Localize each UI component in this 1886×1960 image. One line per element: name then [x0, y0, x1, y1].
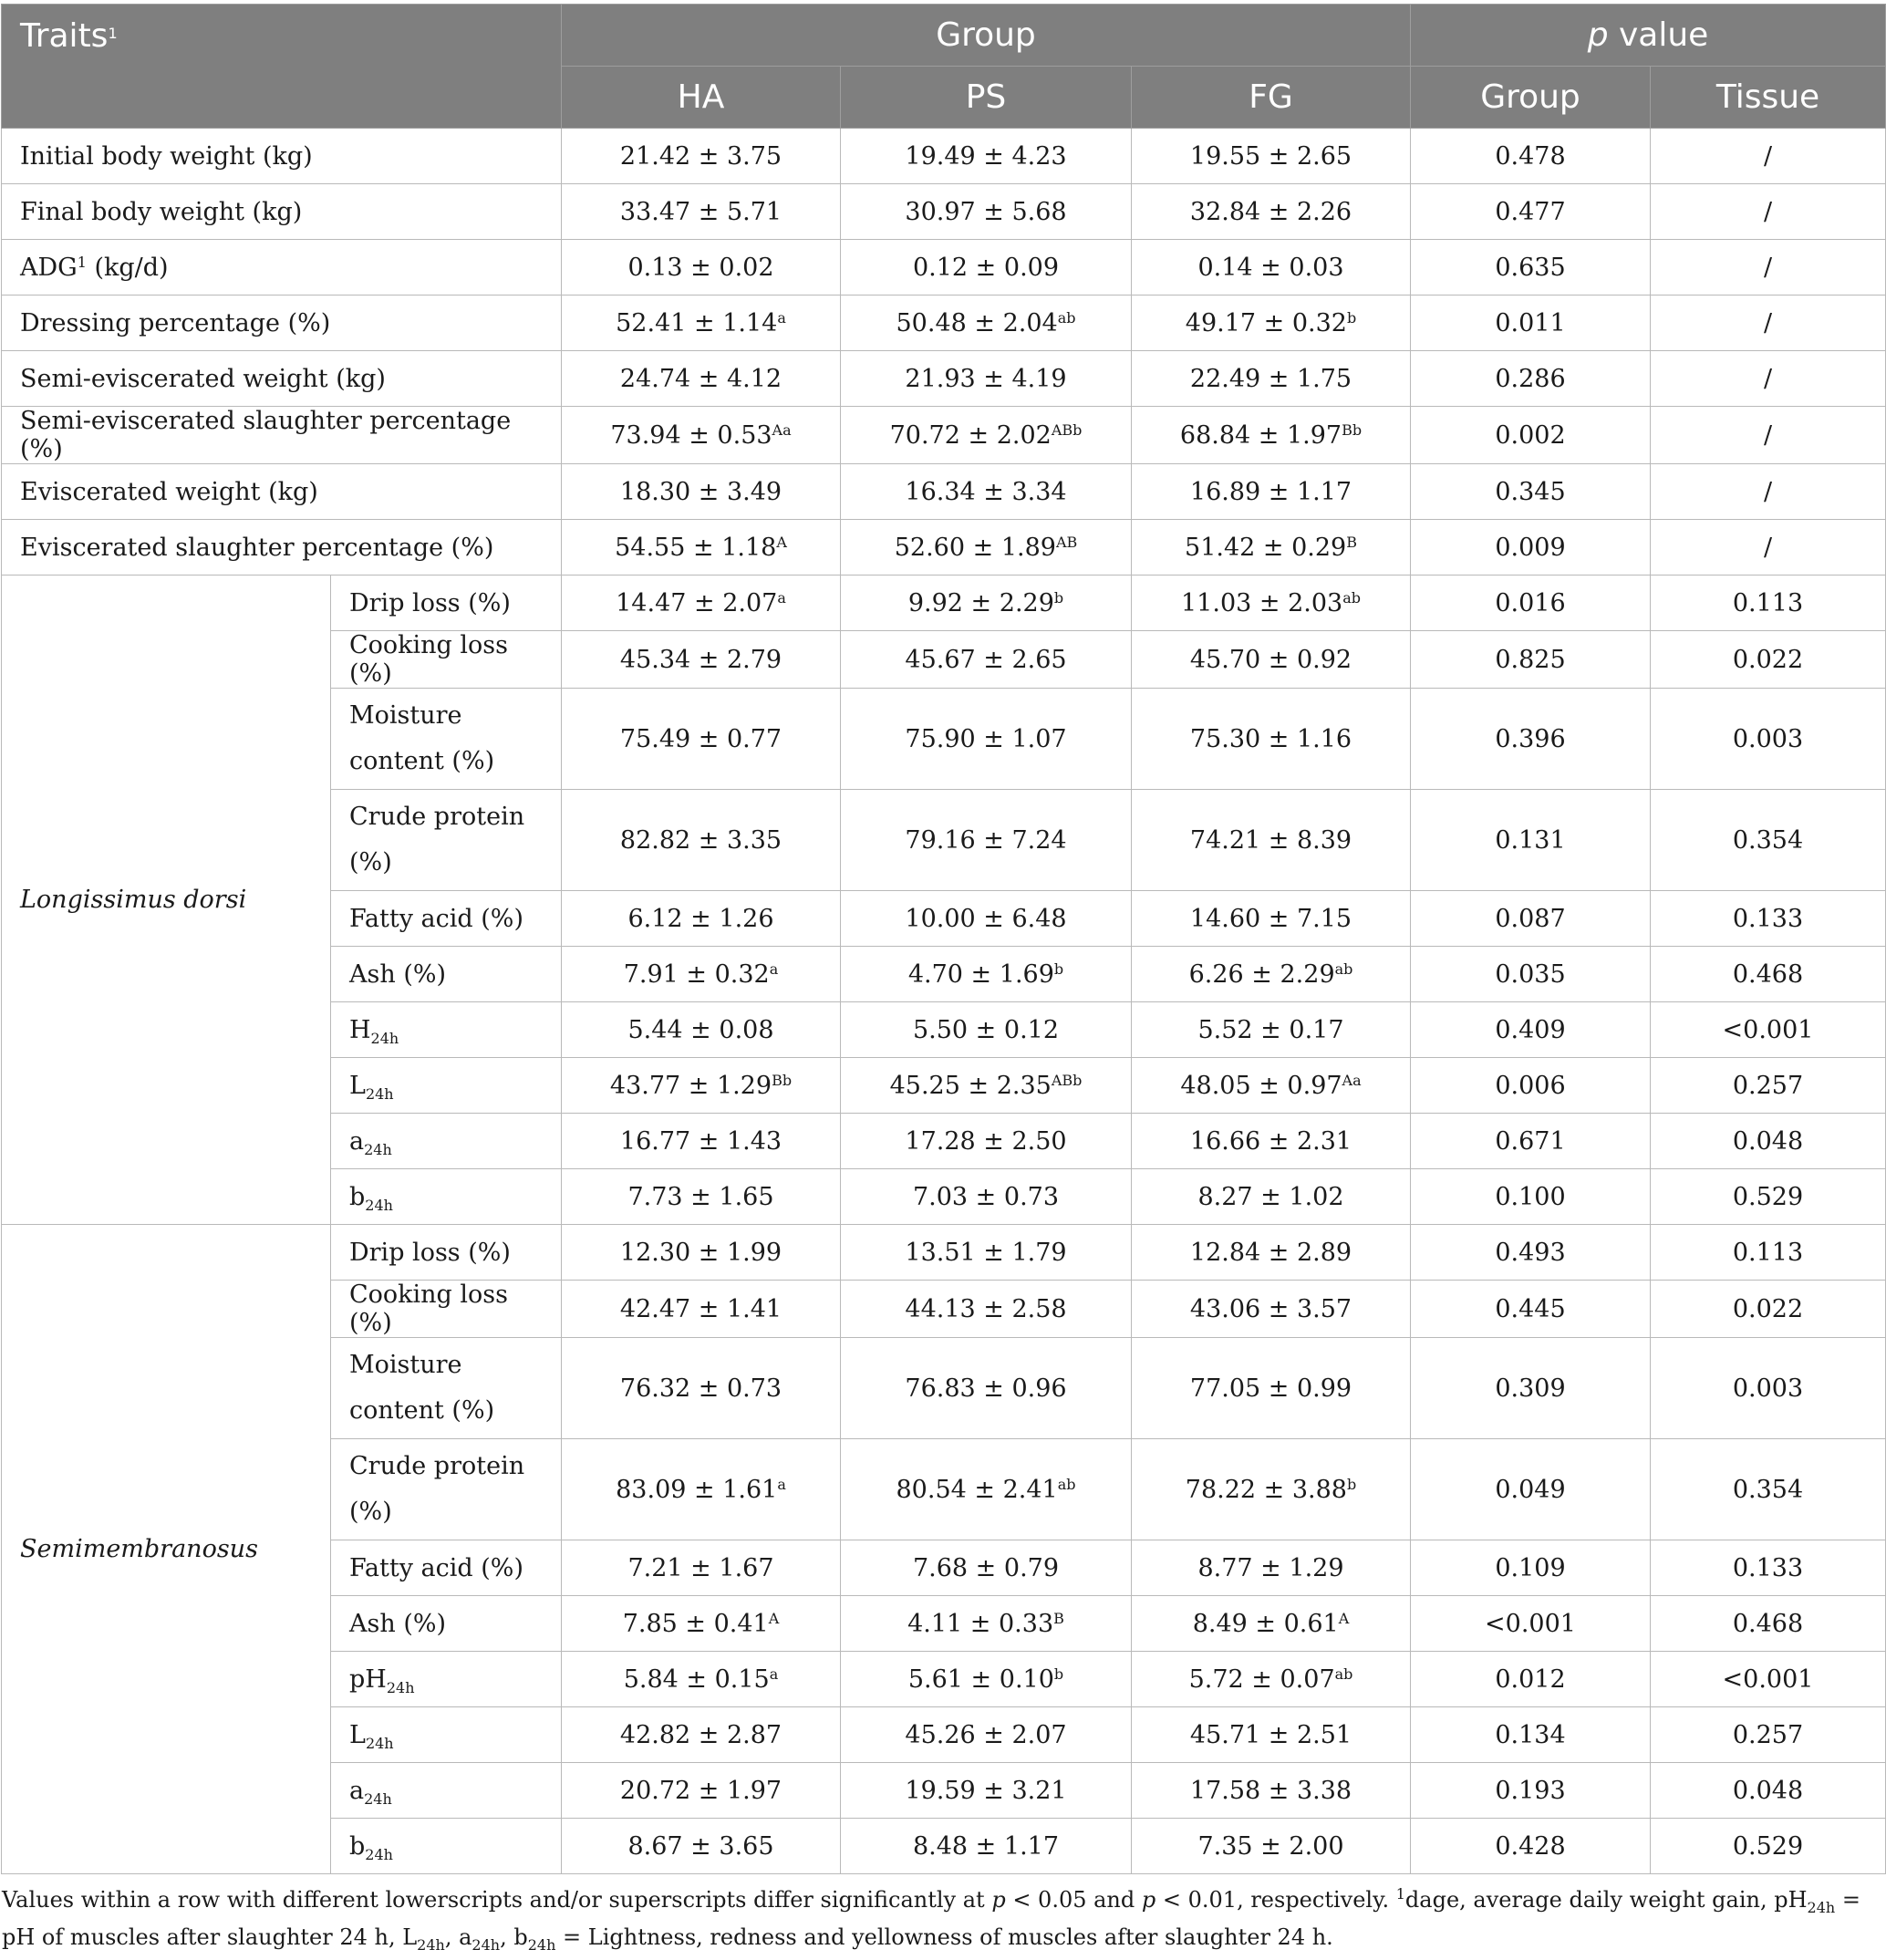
cell-p-tissue: / [1651, 184, 1886, 240]
cell-p-group: 0.002 [1411, 407, 1651, 464]
cell-p-tissue: / [1651, 296, 1886, 351]
cell-p-tissue: 0.048 [1651, 1114, 1886, 1169]
cell-fg: $51.42 \pm 0.29^B$ [1132, 520, 1411, 576]
cell-ps: 8.48 ± 1.17 [841, 1819, 1132, 1874]
cell-p-tissue: 0.529 [1651, 1819, 1886, 1874]
cell-ha: 12.30 ± 1.99 [562, 1225, 841, 1281]
trait-label: $a_{24h}$ [331, 1114, 562, 1169]
cell-fg: 74.21 ± 8.39 [1132, 790, 1411, 891]
cell-ps: 5.61 ± 0.10$^b$ [841, 1652, 1132, 1707]
trait-label: Ash (%) [331, 947, 562, 1002]
cell-ps: 75.90 ± 1.07 [841, 689, 1132, 790]
cell-p-group: 0.016 [1411, 576, 1651, 631]
trait-label: Eviscerated weight (kg) [2, 464, 562, 520]
cell-p-tissue: / [1651, 464, 1886, 520]
cell-fg: 78.22 ± 3.88$^b$ [1132, 1439, 1411, 1540]
table-row [2, 351, 1886, 407]
cell-p-group: 0.134 [1411, 1707, 1651, 1763]
cell-ha: $7.85 \pm 0.41^A$ [562, 1596, 841, 1652]
cell-ha: $73.94 \pm 0.53^{Aa}$ [562, 407, 841, 464]
section-label-semimembranosus: Semimembranosus [2, 1225, 331, 1874]
cell-ha: 7.91 ± 0.32$^a$ [562, 947, 841, 1002]
cell-ha: 18.30 ± 3.49 [562, 464, 841, 520]
cell-ha: 0.13 ± 0.02 [562, 240, 841, 296]
cell-fg: 14.60 ± 7.15 [1132, 891, 1411, 947]
trait-label: Moisture content (%) [331, 689, 562, 790]
cell-p-group: 0.445 [1411, 1281, 1651, 1338]
table-row [2, 576, 1886, 631]
cell-ha: 42.82 ± 2.87 [562, 1707, 841, 1763]
trait-label: Initial body weight (kg) [2, 129, 562, 184]
cell-ps: 7.03 ± 0.73 [841, 1169, 1132, 1225]
cell-ps: 16.34 ± 3.34 [841, 464, 1132, 520]
trait-label: $L_{24h}$ [331, 1058, 562, 1114]
cell-p-tissue: 0.133 [1651, 891, 1886, 947]
cell-fg: 0.14 ± 0.03 [1132, 240, 1411, 296]
trait-label: $L_{24h}$ [331, 1707, 562, 1763]
cell-fg: 5.52 ± 0.17 [1132, 1002, 1411, 1058]
cell-ps: 13.51 ± 1.79 [841, 1225, 1132, 1281]
cell-ps: 0.12 ± 0.09 [841, 240, 1132, 296]
cell-p-group: 0.671 [1411, 1114, 1651, 1169]
cell-fg: 8.77 ± 1.29 [1132, 1540, 1411, 1596]
trait-label: $H_{24h}$ [331, 1002, 562, 1058]
cell-ps: 4.70 ± 1.69$^b$ [841, 947, 1132, 1002]
cell-fg: 19.55 ± 2.65 [1132, 129, 1411, 184]
cell-fg: 32.84 ± 2.26 [1132, 184, 1411, 240]
cell-fg: 8.27 ± 1.02 [1132, 1169, 1411, 1225]
cell-fg: 11.03 ± 2.03$^{ab}$ [1132, 576, 1411, 631]
cell-ps: 79.16 ± 7.24 [841, 790, 1132, 891]
results-table [1, 4, 1886, 1874]
cell-ha: 83.09 ± 1.61$^a$ [562, 1439, 841, 1540]
cell-ps: 19.59 ± 3.21 [841, 1763, 1132, 1819]
cell-ha: $43.77 \pm 1.29^{Bb}$ [562, 1058, 841, 1114]
cell-ps: 44.13 ± 2.58 [841, 1281, 1132, 1338]
cell-ps: $4.11 \pm 0.33^B$ [841, 1596, 1132, 1652]
cell-p-tissue: 0.113 [1651, 576, 1886, 631]
cell-p-group: 0.309 [1411, 1338, 1651, 1439]
cell-ha: 42.47 ± 1.41 [562, 1281, 841, 1338]
cell-ps: 10.00 ± 6.48 [841, 891, 1132, 947]
trait-label: $b_{24h}$ [331, 1169, 562, 1225]
cell-ps: 45.26 ± 2.07 [841, 1707, 1132, 1763]
cell-ps: 17.28 ± 2.50 [841, 1114, 1132, 1169]
table-row [2, 1225, 1886, 1281]
cell-p-group: 0.428 [1411, 1819, 1651, 1874]
header-traits: Traits$^1$ [2, 5, 562, 129]
cell-fg: 45.70 ± 0.92 [1132, 631, 1411, 689]
cell-ps: 80.54 ± 2.41$^{ab}$ [841, 1439, 1132, 1540]
cell-p-group: 0.478 [1411, 129, 1651, 184]
trait-label: Ash (%) [331, 1596, 562, 1652]
trait-label: Crude protein (%) [331, 1439, 562, 1540]
cell-fg: 45.71 ± 2.51 [1132, 1707, 1411, 1763]
table-footnote: Values within a row with different lowerscripts and/or superscripts differ significantly at p < 0.05 and p < 0.01, respectively. $^1$dage, average daily weight gain, $pH_{24h}$ = pH of muscles after slaughter 24 h, $L_{24h}$, $a_{24h}$, $b_{24h}$ = Lightness, redness and yellowness of muscles after slaughter 24 h. [2, 1885, 1860, 1954]
cell-p-group: 0.396 [1411, 689, 1651, 790]
section-label-longissimus: Longissimus dorsi [2, 576, 331, 1225]
cell-p-group: 0.049 [1411, 1439, 1651, 1540]
table-header [2, 5, 1886, 129]
trait-label: Semi-eviscerated slaughter percentage (%) [2, 407, 562, 464]
cell-fg: 75.30 ± 1.16 [1132, 689, 1411, 790]
cell-p-group: 0.109 [1411, 1540, 1651, 1596]
cell-fg: 22.49 ± 1.75 [1132, 351, 1411, 407]
table-row [2, 184, 1886, 240]
header-p-group: Group [1411, 67, 1651, 129]
cell-ha: 16.77 ± 1.43 [562, 1114, 841, 1169]
cell-p-tissue: 0.003 [1651, 689, 1886, 790]
cell-p-group: 0.012 [1411, 1652, 1651, 1707]
trait-label: Cooking loss (%) [331, 631, 562, 689]
cell-ps: 19.49 ± 4.23 [841, 129, 1132, 184]
cell-ps: 21.93 ± 4.19 [841, 351, 1132, 407]
cell-p-group: 0.006 [1411, 1058, 1651, 1114]
cell-p-group: 0.477 [1411, 184, 1651, 240]
cell-p-tissue: 0.048 [1651, 1763, 1886, 1819]
table-row [2, 464, 1886, 520]
cell-p-group: 0.345 [1411, 464, 1651, 520]
cell-ha: 33.47 ± 5.71 [562, 184, 841, 240]
cell-ps: 76.83 ± 0.96 [841, 1338, 1132, 1439]
cell-p-tissue: 0.257 [1651, 1058, 1886, 1114]
cell-p-group: 0.131 [1411, 790, 1651, 891]
cell-p-tissue: 0.113 [1651, 1225, 1886, 1281]
cell-fg: 43.06 ± 3.57 [1132, 1281, 1411, 1338]
cell-p-tissue: 0.257 [1651, 1707, 1886, 1763]
cell-ps: $52.60 \pm 1.89^{AB}$ [841, 520, 1132, 576]
trait-label: Cooking loss (%) [331, 1281, 562, 1338]
trait-label: $b_{24h}$ [331, 1819, 562, 1874]
cell-p-tissue: / [1651, 520, 1886, 576]
cell-fg: 17.58 ± 3.38 [1132, 1763, 1411, 1819]
cell-ps: 30.97 ± 5.68 [841, 184, 1132, 240]
cell-p-group: 0.635 [1411, 240, 1651, 296]
header-ha: HA [562, 67, 841, 129]
cell-p-tissue: 0.022 [1651, 1281, 1886, 1338]
trait-label: Crude protein (%) [331, 790, 562, 891]
cell-p-group: 0.087 [1411, 891, 1651, 947]
cell-ha: 52.41 ± 1.14$^a$ [562, 296, 841, 351]
cell-ha: 8.67 ± 3.65 [562, 1819, 841, 1874]
cell-ha: $54.55 \pm 1.18^A$ [562, 520, 841, 576]
cell-p-tissue: / [1651, 240, 1886, 296]
cell-p-group: <0.001 [1411, 1596, 1651, 1652]
cell-fg: 7.35 ± 2.00 [1132, 1819, 1411, 1874]
cell-p-group: 0.286 [1411, 351, 1651, 407]
table-row [2, 240, 1886, 296]
cell-ha: 76.32 ± 0.73 [562, 1338, 841, 1439]
cell-ha: 82.82 ± 3.35 [562, 790, 841, 891]
table-row [2, 407, 1886, 464]
header-group: Group [562, 5, 1411, 67]
table-row [2, 129, 1886, 184]
cell-p-tissue: 0.003 [1651, 1338, 1886, 1439]
cell-ps: $45.25 \pm 2.35^{ABb}$ [841, 1058, 1132, 1114]
cell-ps: 9.92 ± 2.29$^b$ [841, 576, 1132, 631]
cell-p-tissue: / [1651, 129, 1886, 184]
cell-ha: 20.72 ± 1.97 [562, 1763, 841, 1819]
cell-fg: 12.84 ± 2.89 [1132, 1225, 1411, 1281]
cell-p-tissue: 0.133 [1651, 1540, 1886, 1596]
cell-p-tissue: / [1651, 407, 1886, 464]
cell-p-tissue: / [1651, 351, 1886, 407]
cell-ps: 5.50 ± 0.12 [841, 1002, 1132, 1058]
cell-p-tissue: 0.529 [1651, 1169, 1886, 1225]
trait-label: Drip loss (%) [331, 1225, 562, 1281]
cell-ha: 5.44 ± 0.08 [562, 1002, 841, 1058]
cell-p-tissue: 0.468 [1651, 1596, 1886, 1652]
cell-fg: 77.05 ± 0.99 [1132, 1338, 1411, 1439]
cell-fg: $68.84 \pm 1.97^{Bb}$ [1132, 407, 1411, 464]
cell-p-tissue: <0.001 [1651, 1002, 1886, 1058]
trait-label: Eviscerated slaughter percentage (%) [2, 520, 562, 576]
cell-fg: 16.89 ± 1.17 [1132, 464, 1411, 520]
cell-fg: $48.05 \pm 0.97^{Aa}$ [1132, 1058, 1411, 1114]
cell-fg: $8.49 \pm 0.61^A$ [1132, 1596, 1411, 1652]
table-body [2, 129, 1886, 1874]
header-fg: FG [1132, 67, 1411, 129]
cell-ha: 21.42 ± 3.75 [562, 129, 841, 184]
cell-ps: 7.68 ± 0.79 [841, 1540, 1132, 1596]
header-p-tissue: Tissue [1651, 67, 1886, 129]
cell-ha: 45.34 ± 2.79 [562, 631, 841, 689]
trait-label: Final body weight (kg) [2, 184, 562, 240]
trait-label: Dressing percentage (%) [2, 296, 562, 351]
cell-ha: 6.12 ± 1.26 [562, 891, 841, 947]
cell-fg: 49.17 ± 0.32$^b$ [1132, 296, 1411, 351]
cell-ps: 50.48 ± 2.04$^{ab}$ [841, 296, 1132, 351]
cell-p-tissue: 0.022 [1651, 631, 1886, 689]
cell-ha: 24.74 ± 4.12 [562, 351, 841, 407]
trait-label: Semi-eviscerated weight (kg) [2, 351, 562, 407]
trait-label: Fatty acid (%) [331, 891, 562, 947]
trait-label: $a_{24h}$ [331, 1763, 562, 1819]
table-row [2, 520, 1886, 576]
cell-ps: 45.67 ± 2.65 [841, 631, 1132, 689]
trait-label: Moisture content (%) [331, 1338, 562, 1439]
cell-p-group: 0.193 [1411, 1763, 1651, 1819]
cell-ha: 7.73 ± 1.65 [562, 1169, 841, 1225]
trait-label: $pH_{24h}$ [331, 1652, 562, 1707]
cell-p-tissue: 0.354 [1651, 790, 1886, 891]
cell-p-tissue: <0.001 [1651, 1652, 1886, 1707]
trait-label: Drip loss (%) [331, 576, 562, 631]
trait-label: ADG$^1$ (kg/d) [2, 240, 562, 296]
cell-p-group: 0.825 [1411, 631, 1651, 689]
cell-p-tissue: 0.468 [1651, 947, 1886, 1002]
cell-p-group: 0.493 [1411, 1225, 1651, 1281]
cell-ps: $70.72 \pm 2.02^{ABb}$ [841, 407, 1132, 464]
cell-ha: 5.84 ± 0.15$^a$ [562, 1652, 841, 1707]
header-p-value: p value [1411, 5, 1886, 67]
cell-fg: 6.26 ± 2.29$^{ab}$ [1132, 947, 1411, 1002]
cell-p-group: 0.100 [1411, 1169, 1651, 1225]
cell-p-group: 0.009 [1411, 520, 1651, 576]
cell-p-tissue: 0.354 [1651, 1439, 1886, 1540]
cell-fg: 16.66 ± 2.31 [1132, 1114, 1411, 1169]
cell-p-group: 0.409 [1411, 1002, 1651, 1058]
header-ps: PS [841, 67, 1132, 129]
cell-ha: 7.21 ± 1.67 [562, 1540, 841, 1596]
cell-p-group: 0.011 [1411, 296, 1651, 351]
cell-ha: 75.49 ± 0.77 [562, 689, 841, 790]
cell-p-group: 0.035 [1411, 947, 1651, 1002]
cell-fg: 5.72 ± 0.07$^{ab}$ [1132, 1652, 1411, 1707]
table-row [2, 296, 1886, 351]
trait-label: Fatty acid (%) [331, 1540, 562, 1596]
cell-ha: 14.47 ± 2.07$^a$ [562, 576, 841, 631]
